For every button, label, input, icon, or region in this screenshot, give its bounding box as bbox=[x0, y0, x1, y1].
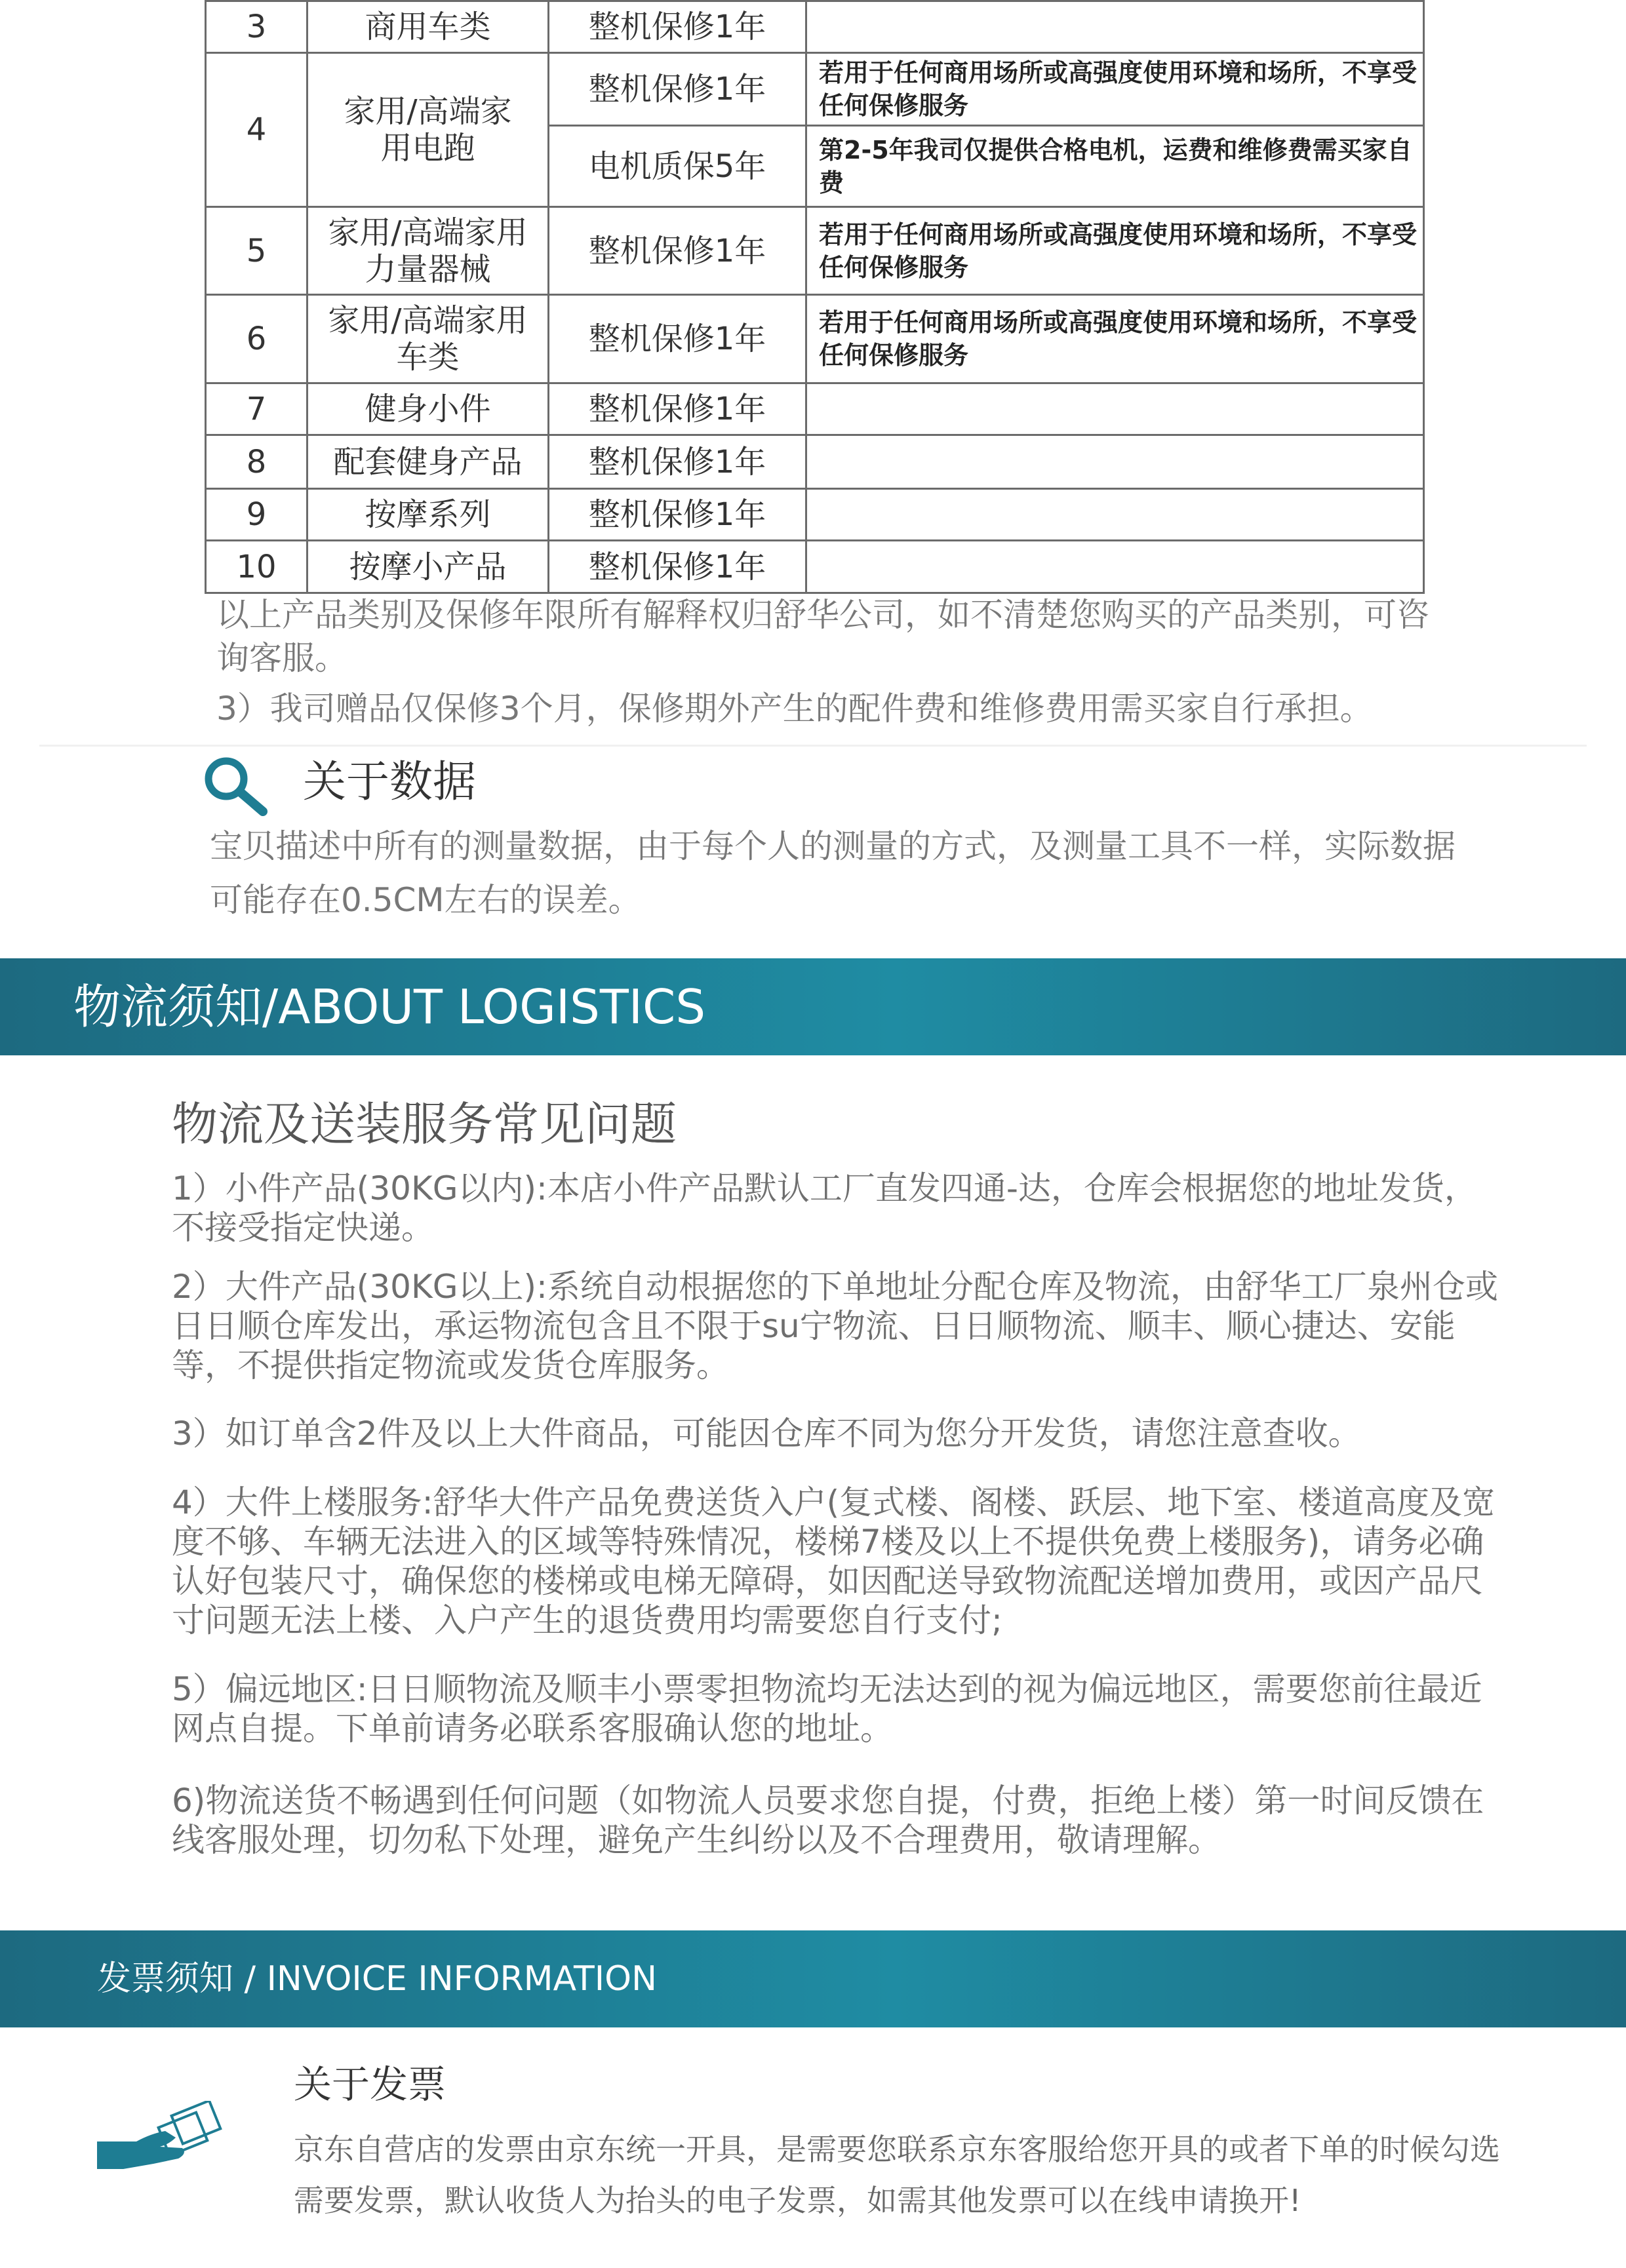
table-cell-warranty: 整机保修1年 bbox=[549, 435, 806, 489]
table-cell-no: 7 bbox=[206, 383, 307, 435]
table-cell-category: 配套健身产品 bbox=[307, 435, 549, 489]
warranty-table bbox=[205, 0, 1425, 594]
table-cell-note: 第2-5年我司仅提供合格电机，运费和维修费需买家自费 bbox=[806, 126, 1424, 207]
table-cell-category bbox=[307, 207, 549, 295]
table-cell-no: 9 bbox=[206, 489, 307, 541]
table-row bbox=[206, 489, 1424, 541]
table-cell-no: 5 bbox=[206, 207, 307, 295]
logistics-paragraph: 4）大件上楼服务:舒华大件产品免费送货入户(复式楼、阁楼、跃层、地下室、楼道高度及宽度不够、车辆无法进入的区域等特殊情况，楼梯7楼及以上不提供免费上楼服务)，请务必确认好包装尺寸，确保您的楼梯或电梯无障碍，如因配送导致物流配送增加费用，或因产品尺寸问题无法上楼、入户产生的退货费用均需要您自行支付; bbox=[172, 1483, 1496, 1639]
invoice-banner-title: 发票须知 / INVOICE INFORMATION bbox=[97, 1959, 657, 1999]
table-cell-note bbox=[806, 541, 1424, 593]
category-label: 家用/高端家用电跑 bbox=[344, 93, 512, 166]
table-row bbox=[206, 1, 1424, 53]
table-cell-warranty: 整机保修1年 bbox=[549, 489, 806, 541]
table-row bbox=[206, 295, 1424, 383]
table-cell-warranty: 整机保修1年 bbox=[549, 53, 806, 126]
table-cell-category: 商用车类 bbox=[307, 1, 549, 53]
warranty-note-1: 以上产品类别及保修年限所有解释权归舒华公司，如不清楚您购买的产品类别，可咨询客服。 bbox=[216, 596, 1429, 677]
table-row bbox=[206, 435, 1424, 489]
table-row bbox=[206, 541, 1424, 593]
table-row bbox=[206, 207, 1424, 295]
invoice-body: 京东自营店的发票由京东统一开具，是需要您联系京东客服给您开具的或者下单的时候勾选需要发票，默认收货人为抬头的电子发票，如需其他发票可以在线申请换开! bbox=[294, 2132, 1500, 2218]
logistics-paragraph: 1）小件产品(30KG以内):本店小件产品默认工厂直发四通-达，仓库会根据您的地址发货，不接受指定快递。 bbox=[172, 1169, 1477, 1247]
table-cell-warranty: 整机保修1年 bbox=[549, 541, 806, 593]
table-cell-warranty: 整机保修1年 bbox=[549, 207, 806, 295]
table-cell-no: 6 bbox=[206, 295, 307, 383]
table-cell-no: 3 bbox=[206, 1, 307, 53]
invoice-banner bbox=[0, 1930, 1626, 2027]
table-cell-no: 8 bbox=[206, 435, 307, 489]
table-cell-category: 健身小件 bbox=[307, 383, 549, 435]
table-row bbox=[206, 383, 1424, 435]
logistics-banner bbox=[0, 958, 1626, 1055]
category-label: 家用/高端家用车类 bbox=[328, 302, 528, 376]
search-icon bbox=[200, 753, 272, 818]
table-cell-warranty: 整机保修1年 bbox=[549, 383, 806, 435]
data-section-title: 关于数据 bbox=[303, 756, 476, 807]
logistics-heading: 物流及送装服务常见问题 bbox=[172, 1097, 677, 1151]
table-cell-warranty: 整机保修1年 bbox=[549, 1, 806, 53]
category-label: 家用/高端家用力量器械 bbox=[328, 214, 528, 288]
table-cell-no: 4 bbox=[206, 53, 307, 207]
table-cell-no: 10 bbox=[206, 541, 307, 593]
table-cell-warranty: 电机质保5年 bbox=[549, 126, 806, 207]
table-cell-note: 若用于任何商用场所或高强度使用环境和场所，不享受任何保修服务 bbox=[806, 53, 1424, 126]
data-section-body: 宝贝描述中所有的测量数据，由于每个人的测量的方式，及测量工具不一样，实际数据可能存在0.5CM左右的误差。 bbox=[210, 827, 1456, 919]
table-cell-note: 若用于任何商用场所或高强度使用环境和场所，不享受任何保修服务 bbox=[806, 207, 1424, 295]
section-divider bbox=[39, 745, 1587, 747]
table-cell-category: 按摩系列 bbox=[307, 489, 549, 541]
table-cell-category bbox=[307, 295, 549, 383]
logistics-paragraph: 3）如订单含2件及以上大件商品，可能因仓库不同为您分开发货，请您注意查收。 bbox=[172, 1415, 1361, 1453]
logistics-paragraph: 2）大件产品(30KG以上):系统自动根据您的下单地址分配仓库及物流，由舒华工厂泉州仓或日日顺仓库发出，承运物流包含且不限于su宁物流、日日顺物流、顺丰、顺心捷达、安能等，不提供指定物流或发货仓库服务。 bbox=[172, 1268, 1498, 1384]
logistics-banner-title: 物流须知/ABOUT LOGISTICS bbox=[73, 979, 706, 1034]
table-cell-warranty: 整机保修1年 bbox=[549, 295, 806, 383]
table-cell-note: 若用于任何商用场所或高强度使用环境和场所，不享受任何保修服务 bbox=[806, 295, 1424, 383]
table-cell-category: 按摩小产品 bbox=[307, 541, 549, 593]
table-cell-note bbox=[806, 489, 1424, 541]
warranty-note-2: 3）我司赠品仅保修3个月，保修期外产生的配件费和维修费用需买家自行承担。 bbox=[216, 690, 1373, 728]
invoice-title: 关于发票 bbox=[294, 2062, 446, 2107]
table-row bbox=[206, 53, 1424, 126]
logistics-paragraph: 5）偏远地区:日日顺物流及顺丰小票零担物流均无法达到的视为偏远地区，需要您前往最近网点自提。下单前请务必联系客服确认您的地址。 bbox=[172, 1670, 1482, 1748]
table-cell-category bbox=[307, 53, 549, 207]
table-cell-note bbox=[806, 1, 1424, 53]
table-cell-note bbox=[806, 383, 1424, 435]
table-cell-note bbox=[806, 435, 1424, 489]
invoice-hand-icon bbox=[97, 2101, 235, 2180]
logistics-paragraph: 6)物流送货不畅遇到任何问题（如物流人员要求您自提，付费，拒绝上楼）第一时间反馈在线客服处理，切勿私下处理，避免产生纠纷以及不合理费用，敬请理解。 bbox=[172, 1782, 1484, 1859]
